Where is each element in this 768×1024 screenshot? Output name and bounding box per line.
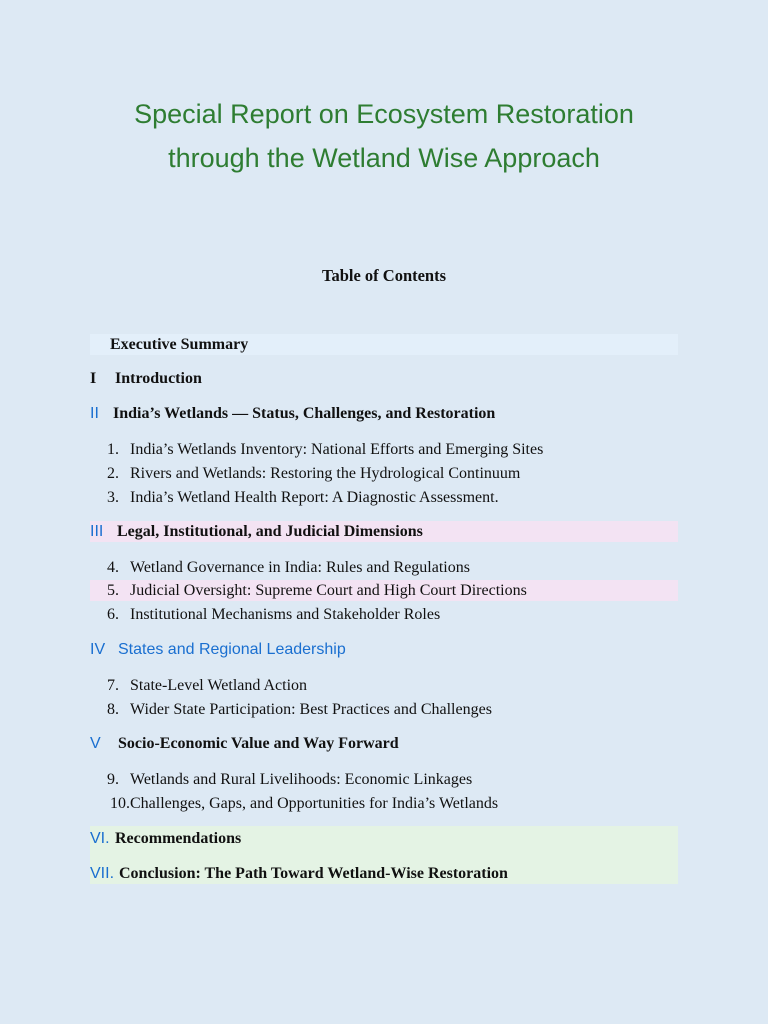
section-number: I [90, 370, 97, 387]
toc-section-7[interactable] [90, 863, 678, 884]
toc-item-8[interactable] [90, 699, 678, 720]
title-line-1: Special Report on Ecosystem Restoration [134, 99, 634, 129]
toc-item-9[interactable] [90, 769, 678, 790]
item-number: 2. [107, 465, 119, 482]
item-number: 4. [107, 559, 119, 576]
section-title: States and Regional Leadership [118, 641, 346, 658]
item-title: State-Level Wetland Action [130, 677, 308, 694]
toc-item-7[interactable] [90, 675, 678, 696]
item-title: Wider State Participation: Best Practices and Challenges [130, 701, 492, 718]
toc-section-1[interactable] [90, 368, 678, 389]
item-title: India’s Wetland Health Report: A Diagnostic Assessment. [130, 489, 499, 506]
item-title: Rivers and Wetlands: Restoring the Hydrological Continuum [130, 465, 521, 482]
toc-item-5[interactable] [90, 580, 678, 601]
section-number: IV [90, 641, 106, 658]
toc-item-10[interactable] [90, 793, 678, 814]
item-number: 8. [107, 701, 119, 718]
toc-section-5[interactable] [90, 733, 678, 754]
toc-item-4[interactable] [90, 557, 678, 578]
item-title: Judicial Oversight: Supreme Court and High Court Directions [130, 582, 527, 599]
section-title: Socio-Economic Value and Way Forward [118, 735, 399, 752]
item-number: 10. [110, 795, 130, 812]
section-title: Recommendations [115, 830, 242, 847]
section-title: Introduction [115, 370, 202, 387]
toc-item-2[interactable] [90, 463, 678, 484]
item-title: India’s Wetlands Inventory: National Efforts and Emerging Sites [130, 441, 544, 458]
item-number: 9. [107, 771, 119, 788]
section-title: Conclusion: The Path Toward Wetland-Wise Restoration [119, 865, 508, 882]
item-number: 6. [107, 606, 119, 623]
document-title [0, 92, 768, 180]
toc-heading: Table of Contents [321, 266, 447, 285]
toc-entry-text: Executive Summary [110, 336, 249, 353]
section-number: II [90, 405, 99, 422]
toc-item-6[interactable] [90, 604, 678, 625]
toc-item-3[interactable] [90, 487, 678, 508]
toc-section-6[interactable] [90, 828, 678, 849]
section-number: III [90, 523, 104, 540]
item-number: 7. [107, 677, 119, 694]
title-line-2: through the Wetland Wise Approach [168, 143, 600, 173]
item-title: Wetlands and Rural Livelihoods: Economic Linkages [130, 771, 473, 788]
toc-section-4[interactable] [90, 639, 678, 660]
toc-entry-executive-summary[interactable] [90, 334, 678, 355]
toc-section-3[interactable] [90, 521, 678, 542]
section-title: Legal, Institutional, and Judicial Dimensions [117, 523, 423, 540]
section-number: VI. [90, 830, 110, 847]
section-number: V [90, 735, 101, 752]
toc-section-2[interactable] [90, 403, 678, 424]
item-number: 1. [107, 441, 119, 458]
item-number: 5. [107, 582, 119, 599]
item-number: 3. [107, 489, 119, 506]
section-title: India’s Wetlands — Status, Challenges, and Restoration [113, 405, 496, 422]
item-title: Challenges, Gaps, and Opportunities for India’s Wetlands [130, 795, 499, 812]
toc-item-1[interactable] [90, 439, 678, 460]
section-number: VII. [90, 865, 115, 882]
item-title: Wetland Governance in India: Rules and Regulations [130, 559, 470, 576]
item-title: Institutional Mechanisms and Stakeholder Roles [130, 606, 441, 623]
